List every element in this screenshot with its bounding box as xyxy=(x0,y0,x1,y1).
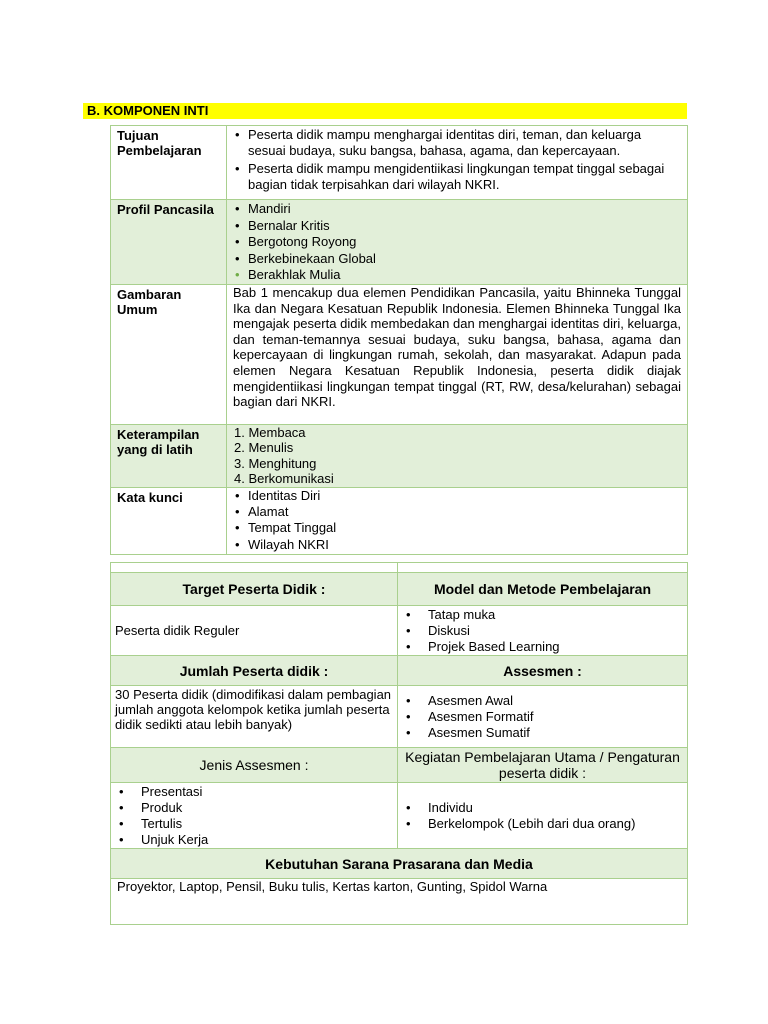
kata-kunci-item: • Wilayah NKRI xyxy=(233,537,681,553)
target-header: Target Peserta Didik : xyxy=(111,573,398,606)
keterampilan-item: 3. Menghitung xyxy=(234,455,317,471)
section-title: B. KOMPONEN INTI xyxy=(83,103,687,119)
spacer-row xyxy=(111,563,688,573)
profil-item: • Bergotong Royong xyxy=(233,234,681,251)
kegiatan-item: • Individu xyxy=(402,800,683,816)
header-row xyxy=(111,573,688,606)
jenis-value xyxy=(111,783,398,849)
content-row xyxy=(111,879,688,925)
tujuan-item: • Peserta didik mampu mengidentiikasi lingkungan tempat tinggal sebagai bagian tidak terpisahkan dari wilayah NKRI. xyxy=(233,161,681,193)
model-item: • Diskusi xyxy=(402,623,683,639)
kata-kunci-item: • Identitas Diri xyxy=(233,488,681,504)
jenis-header: Jenis Assesmen : xyxy=(111,748,398,783)
jenis-item: • Unjuk Kerja xyxy=(115,832,393,848)
keterampilan-row xyxy=(111,424,688,487)
content-row xyxy=(111,686,688,748)
header-row xyxy=(111,849,688,879)
spacer-cell xyxy=(398,563,688,573)
profil-item: • Berakhlak Mulia xyxy=(233,267,681,284)
target-value: Peserta didik Reguler xyxy=(111,606,398,656)
kegiatan-item: • Berkelompok (Lebih dari dua orang) xyxy=(402,816,683,832)
profil-row xyxy=(111,200,688,285)
assesmen-header: Assesmen : xyxy=(398,656,688,686)
tujuan-item: • Peserta didik mampu menghargai identitas diri, teman, dan keluarga sesuai budaya, suku bangsa, bahasa, agama, dan kepercayaan. xyxy=(233,127,681,159)
assesmen-item: • Asesmen Awal xyxy=(402,693,683,709)
keterampilan-item: 1. Membaca xyxy=(234,424,306,440)
gambaran-value: Bab 1 mencakup dua elemen Pendidikan Pancasila, yaitu Bhinneka Tunggal Ika dan Negara Kesatuan Republik Indonesia. Elemen Bhinneka Tunggal Ika mengajak peserta didik membedakan dan menghargai identitas diri, keluarga, dan teman-temannya sesuai budaya, suku bangsa, bahasa, agama dan kepercayaan di lingkungan rumah, sekolah, dan masyarakat. Adapun pada elemen Negara Kesatuan Republik Indonesia, peserta didik diajak mengidentiikasi lingkungan tempat tinggal (RT, RW, desa/kelurahan) sebagai bagian dari NKRI. xyxy=(227,284,688,424)
kebutuhan-value: Proyektor, Laptop, Pensil, Buku tulis, Kertas karton, Gunting, Spidol Warna xyxy=(111,879,688,925)
kegiatan-value xyxy=(398,783,688,849)
gambaran-label: Gambaran Umum xyxy=(111,284,227,424)
keterampilan-item: 4. Berkomunikasi xyxy=(234,471,334,487)
jumlah-value: 30 Peserta didik (dimodifikasi dalam pembagian jumlah anggota kelompok ketika jumlah peserta didik sedikti atau lebih banyak) xyxy=(111,686,398,748)
keterampilan-label: Keterampilan yang di latih xyxy=(111,424,227,487)
jenis-item: • Presentasi xyxy=(115,784,393,800)
detail-table xyxy=(110,562,688,925)
spacer-cell xyxy=(111,563,398,573)
assesmen-item: • Asesmen Formatif xyxy=(402,709,683,725)
model-value xyxy=(398,606,688,656)
kata-kunci-item: • Alamat xyxy=(233,504,681,520)
model-header: Model dan Metode Pembelajaran xyxy=(398,573,688,606)
profil-item: • Bernalar Kritis xyxy=(233,218,681,235)
profil-item: • Berkebinekaan Global xyxy=(233,251,681,268)
jenis-item: • Tertulis xyxy=(115,816,393,832)
jumlah-header: Jumlah Peserta didik : xyxy=(111,656,398,686)
profil-value xyxy=(227,200,688,285)
header-row xyxy=(111,748,688,783)
model-item: • Tatap muka xyxy=(402,607,683,623)
assesmen-item: • Asesmen Sumatif xyxy=(402,725,683,741)
content-row xyxy=(111,783,688,849)
header-row xyxy=(111,656,688,686)
jenis-item: • Produk xyxy=(115,800,393,816)
assesmen-value xyxy=(398,686,688,748)
kebutuhan-header: Kebutuhan Sarana Prasarana dan Media xyxy=(111,849,688,879)
kegiatan-header: Kegiatan Pembelajaran Utama / Pengaturan peserta didik : xyxy=(398,748,688,783)
kata-kunci-item: • Tempat Tinggal xyxy=(233,520,681,536)
model-item: • Projek Based Learning xyxy=(402,639,683,655)
kata-kunci-label: Kata kunci xyxy=(111,487,227,554)
tujuan-row xyxy=(111,126,688,200)
tujuan-label: Tujuan Pembelajaran xyxy=(111,126,227,200)
gambaran-row xyxy=(111,284,688,424)
keterampilan-value xyxy=(227,424,688,487)
kata-kunci-value xyxy=(227,487,688,554)
tujuan-value xyxy=(227,126,688,200)
kata-kunci-row xyxy=(111,487,688,554)
profil-item: • Mandiri xyxy=(233,201,681,218)
keterampilan-item: 2. Menulis xyxy=(234,440,294,456)
profil-label: Profil Pancasila xyxy=(111,200,227,285)
komponen-inti-table xyxy=(110,125,688,555)
content-row xyxy=(111,606,688,656)
